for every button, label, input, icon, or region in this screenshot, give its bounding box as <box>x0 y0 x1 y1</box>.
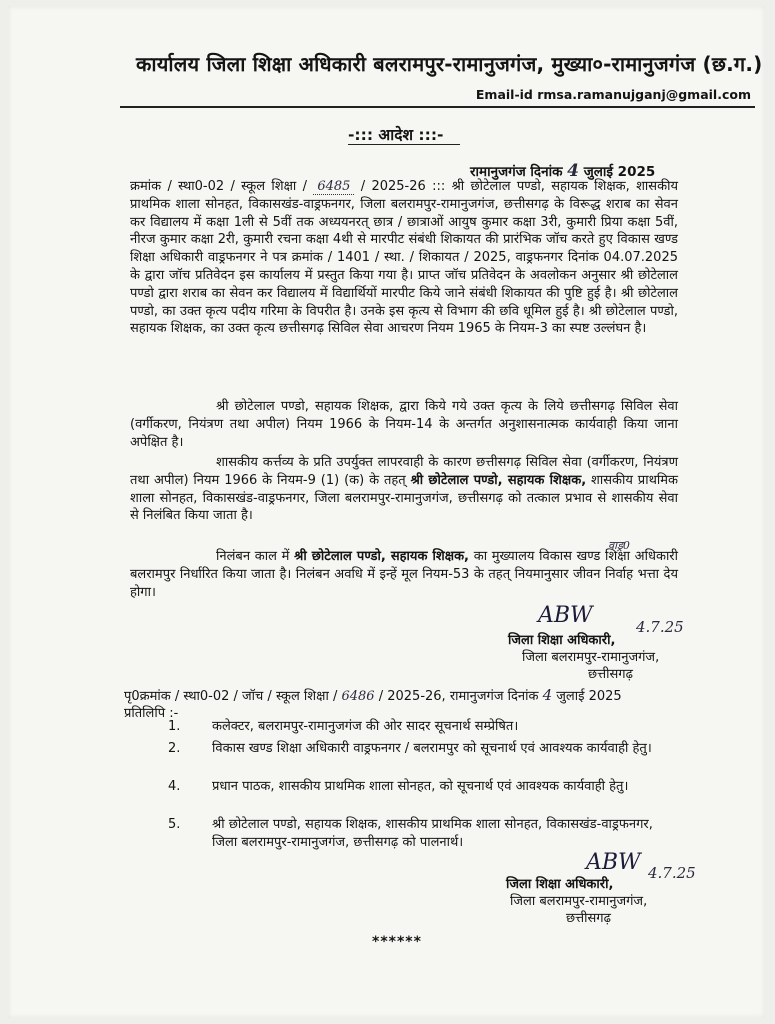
copy-item-number: 1. <box>168 719 181 734</box>
signature-1-location-2: छत्तीसगढ़ <box>588 667 633 682</box>
signature-1-date: 4.7.25 <box>636 618 684 636</box>
order-ref-suffix: / 2025-26 <box>360 179 426 194</box>
signature-2-location-2: छत्तीसगढ़ <box>566 911 611 926</box>
order-paragraph-1 <box>130 178 678 338</box>
order-paragraph-4-b: का मुख्यालय विकास खण्ड शिक्षा अधिकारी बलरामपुर निर्धारित किया जाता है। निलंबन अवधि में इन्हें मूल नियम-53 के तहत् नियमानुसार जीवन निर्वाह भत्ता देय होगा। <box>130 549 678 600</box>
copy-item-text: प्रधान पाठक, शासकीय प्राथमिक शाला सोनहत, को सूचनार्थ एवं आवश्यक कार्यवाही हेतु। <box>212 779 629 794</box>
copy-ref-line <box>124 686 684 704</box>
order-paragraph-1-text: ::: श्री छोटेलाल पण्डो, सहायक शिक्षक, शासकीय प्राथमिक शाला सोनहत, विकासखंड-वाड्रफनगर, जिला बलरामपुर-रामानुजगंज, छत्तीसगढ़ के विरूद्ध शराब का सेवन कर विद्यालय में कक्षा 1ली से 5वीं तक अध्ययनरत् छात्र / छात्राओं आयुष कुमार कक्षा 3री, कुमारी प्रिया कक्षा 5वीं, नीरज कुमार कक्षा 2री, कुमारी रचना कक्षा 4थी से मारपीट संबंधी शिकायत की प्रारंभिक जॉच करते हुए विकास खण्ड शिक्षा अधिकारी वाड्रफनगर ने पत्र क्रमांक / 1401 / स्था. / शिकायत / 2025, वाड्रफनगर दिनांक 04.07.2025 के द्वारा जॉच प्रतिवेदन इस कार्यालय में प्रस्तुत किया गया है। प्राप्त जॉच प्रतिवेदन के अवलोकन अनुसार श्री छोटेलाल पण्डो द्वारा शराब का सेवन कर विद्यालय में विद्यार्थियों मारपीट किये जाने संबंधी शिकायत की पुष्टि हुई है। श्री छोटेलाल पण्डो, का उक्त कृत्य पदीय गरिमा के विपरीत है। उनके इस कृत्य से विभाग की छवि धूमिल हुई है। श्री छोटेलाल पण्डो, सहायक शिक्षक, का उक्त कृत्य छत्तीसगढ़ सिविल सेवा आचरण नियम 1965 के नियम-3 का स्पष्ट उल्लंघन है। <box>130 179 678 337</box>
copy-ref-month: जुलाई 2025 <box>556 689 622 704</box>
order-paragraph-3 <box>130 454 678 525</box>
signature-2-designation: जिला शिक्षा अधिकारी, <box>506 877 614 892</box>
signature-2-date: 4.7.25 <box>648 864 696 882</box>
copy-item-number: 5. <box>168 817 181 832</box>
end-marker: ****** <box>372 934 422 950</box>
order-paragraph-4 <box>130 548 678 601</box>
signature-2-block <box>506 876 736 927</box>
office-email: Email-id rmsa.ramanujganj@gmail.com <box>475 87 751 102</box>
copy-ref-number: 6486 <box>341 689 375 704</box>
order-ref-number: 6485 <box>313 179 354 195</box>
copy-ref-day: 4 <box>542 686 553 704</box>
signature-2-location-1: जिला बलरामपुर-रामानुजगंज, <box>510 894 648 909</box>
order-title-underline <box>348 144 460 145</box>
signature-2-handwriting: ABW <box>586 850 641 875</box>
office-title: कार्यालय जिला शिक्षा अधिकारी बलरामपुर-रामानुजगंज, मुख्या०-रामानुजगंज (छ.ग.) <box>136 52 763 76</box>
handwritten-correction: वाड्र0 <box>608 539 630 552</box>
signature-1-designation: जिला शिक्षा अधिकारी, <box>508 633 616 648</box>
copy-item-text: कलेक्टर, बलरामपुर-रामानुजगंज की ओर सादर सूचनार्थ सम्प्रेषित। <box>212 719 519 734</box>
order-paragraph-4-bold: श्री छोटेलाल पण्डो, सहायक शिक्षक, <box>294 549 469 564</box>
header-divider <box>120 106 755 108</box>
signature-1-location-1: जिला बलरामपुर-रामानुजगंज, <box>522 650 660 665</box>
order-date-suffix: जुलाई 2025 <box>583 164 656 180</box>
order-paragraph-3-a: शासकीय कर्त्तव्य के प्रति उपर्युक्त लापरवाही के कारण छत्तीसगढ़ सिविल सेवा (वर्गीकरण, नियंत्रण तथा अपील) नियम 1966 के नियम-9 (1) (क) के तहत् <box>130 455 678 488</box>
order-paragraph-2: श्री छोटेलाल पण्डो, सहायक शिक्षक, द्वारा किये गये उक्त कृत्य के लिये छत्तीसगढ़ सिविल सेवा (वर्गीकरण, नियंत्रण तथा अपील) नियम 1966 के नियम-14 के अन्तर्गत अनुशासनात्मक कार्यवाही किया जाना अपेक्षित है। <box>130 399 678 450</box>
signature-1-block <box>508 632 738 683</box>
copy-item-number: 4. <box>168 779 181 794</box>
order-paragraph-3-bold: श्री छोटेलाल पण्डो, सहायक शिक्षक, <box>410 472 587 488</box>
order-title: -::: आदेश :::- <box>348 126 444 144</box>
copy-label: प्रतिलिपि :- <box>124 706 179 721</box>
copy-item-text: श्री छोटेलाल पण्डो, सहायक शिक्षक, शासकीय प्राथमिक शाला सोनहत, विकासखंड-वाड्रफनगर, जिला बलरामपुर-रामानुजगंज, छत्तीसगढ़ को पालनार्थ। <box>212 817 653 850</box>
copy-item-number: 2. <box>168 741 181 756</box>
order-date-day: 4 <box>567 161 579 181</box>
copy-ref-suffix: / 2025-26, रामानुजगंज दिनांक <box>378 689 539 704</box>
order-paragraph-4-a: निलंबन काल में <box>216 549 290 564</box>
order-paragraph-3-b: शासकीय प्राथमिक शाला सोनहत, विकासखंड-वाड्रफनगर, जिला बलरामपुर-रामानुजगंज, छत्तीसगढ़ को तत्काल प्रभाव से शासकीय सेवा से निलंबित किया जाता है। <box>130 472 678 524</box>
signature-1-handwriting: ABW <box>538 603 593 628</box>
order-ref-prefix: क्रमांक / स्था0-02 / स्कूल शिक्षा / <box>130 179 307 194</box>
document-page <box>8 6 765 1018</box>
copy-item-text: विकास खण्ड शिक्षा अधिकारी वाड्रफनगर / बलरामपुर को सूचनार्थ एवं आवश्यक कार्यवाही हेतु। <box>212 741 652 756</box>
order-date-prefix: रामानुजगंज दिनांक <box>470 164 563 180</box>
copy-ref-prefix: पृ0क्रमांक / स्था0-02 / जॉच / स्कूल शिक्षा / <box>124 689 338 704</box>
